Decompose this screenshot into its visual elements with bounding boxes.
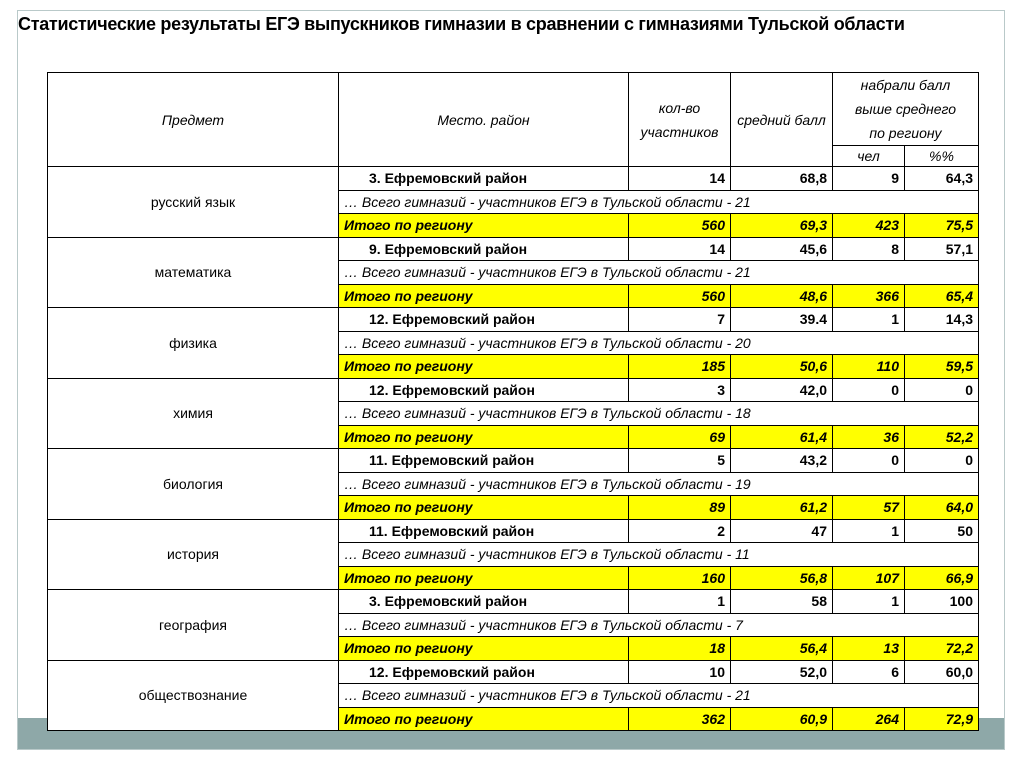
header-avg: средний балл [731,73,833,167]
header-above [833,73,979,146]
note-cell: … Всего гимназий - участников ЕГЭ в Тульской области - 11 [339,543,979,567]
total-avg-cell: 50,6 [731,355,833,379]
percent-cell: 57,1 [905,237,979,261]
header-place: Место. район [339,73,629,167]
note-cell: … Всего гимназий - участников ЕГЭ в Тульской области - 7 [339,613,979,637]
district-row [48,237,979,261]
header-above-line2: выше среднего [854,101,957,117]
percent-cell: 0 [905,378,979,402]
district-cell: 12. Ефремовский район [339,660,629,684]
total-count-cell: 160 [629,566,731,590]
subject-cell: химия [48,378,339,449]
note-cell: … Всего гимназий - участников ЕГЭ в Тульской области - 19 [339,472,979,496]
note-cell: … Всего гимназий - участников ЕГЭ в Тульской области - 18 [339,402,979,426]
note-cell: … Всего гимназий - участников ЕГЭ в Тульской области - 21 [339,684,979,708]
district-cell: 12. Ефремовский район [339,378,629,402]
total-count-cell: 89 [629,496,731,520]
note-cell: … Всего гимназий - участников ЕГЭ в Тульской области - 21 [339,261,979,285]
header-subject: Предмет [48,73,339,167]
total-above-cell: 13 [833,637,905,661]
total-avg-cell: 61,4 [731,425,833,449]
total-above-cell: 107 [833,566,905,590]
total-count-cell: 69 [629,425,731,449]
total-label-cell: Итого по региону [339,425,629,449]
district-row [48,519,979,543]
total-count-cell: 185 [629,355,731,379]
above-cell: 0 [833,449,905,473]
subject-cell: математика [48,237,339,308]
count-cell: 14 [629,237,731,261]
percent-cell: 14,3 [905,308,979,332]
above-cell: 8 [833,237,905,261]
percent-cell: 60,0 [905,660,979,684]
count-cell: 2 [629,519,731,543]
above-cell: 1 [833,519,905,543]
avg-cell: 52,0 [731,660,833,684]
total-above-cell: 423 [833,214,905,238]
total-label-cell: Итого по региону [339,284,629,308]
district-cell: 9. Ефремовский район [339,237,629,261]
count-cell: 1 [629,590,731,614]
total-above-cell: 57 [833,496,905,520]
district-cell: 12. Ефремовский район [339,308,629,332]
total-avg-cell: 56,4 [731,637,833,661]
district-cell: 11. Ефремовский район [339,519,629,543]
total-percent-cell: 52,2 [905,425,979,449]
total-count-cell: 362 [629,707,731,731]
above-cell: 0 [833,378,905,402]
district-row [48,378,979,402]
header-percent: %% [905,146,979,167]
district-row [48,308,979,332]
header-people: чел [833,146,905,167]
above-cell: 1 [833,590,905,614]
subject-cell: история [48,519,339,590]
page-title: Статистические результаты ЕГЭ выпускников гимназии в сравнении с гимназиями Тульской области [18,14,905,34]
avg-cell: 47 [731,519,833,543]
above-cell: 6 [833,660,905,684]
district-row [48,449,979,473]
total-percent-cell: 65,4 [905,284,979,308]
total-above-cell: 366 [833,284,905,308]
subject-cell: обществознание [48,660,339,731]
count-cell: 7 [629,308,731,332]
avg-cell: 42,0 [731,378,833,402]
results-body [48,167,979,731]
total-count-cell: 560 [629,214,731,238]
total-avg-cell: 60,9 [731,707,833,731]
total-percent-cell: 75,5 [905,214,979,238]
total-percent-cell: 72,9 [905,707,979,731]
total-avg-cell: 69,3 [731,214,833,238]
total-percent-cell: 64,0 [905,496,979,520]
total-above-cell: 264 [833,707,905,731]
total-label-cell: Итого по региону [339,707,629,731]
district-row [48,660,979,684]
total-percent-cell: 59,5 [905,355,979,379]
header-count: кол-во участников [629,73,731,167]
total-avg-cell: 61,2 [731,496,833,520]
total-above-cell: 36 [833,425,905,449]
subject-cell: биология [48,449,339,520]
subject-cell: русский язык [48,167,339,238]
above-cell: 1 [833,308,905,332]
total-label-cell: Итого по региону [339,637,629,661]
header-above-line3: по региону [869,125,942,141]
count-cell: 3 [629,378,731,402]
total-label-cell: Итого по региону [339,496,629,520]
district-cell: 3. Ефремовский район [339,167,629,191]
above-cell: 9 [833,167,905,191]
total-count-cell: 560 [629,284,731,308]
percent-cell: 50 [905,519,979,543]
percent-cell: 64,3 [905,167,979,191]
count-cell: 10 [629,660,731,684]
total-count-cell: 18 [629,637,731,661]
percent-cell: 100 [905,590,979,614]
total-label-cell: Итого по региону [339,355,629,379]
district-cell: 3. Ефремовский район [339,590,629,614]
note-cell: … Всего гимназий - участников ЕГЭ в Тульской области - 20 [339,331,979,355]
header-above-line1: набрали балл [860,77,951,93]
district-row [48,590,979,614]
avg-cell: 68,8 [731,167,833,191]
total-above-cell: 110 [833,355,905,379]
results-table [47,72,979,731]
total-percent-cell: 72,2 [905,637,979,661]
count-cell: 5 [629,449,731,473]
subject-cell: география [48,590,339,661]
percent-cell: 0 [905,449,979,473]
note-cell: … Всего гимназий - участников ЕГЭ в Тульской области - 21 [339,190,979,214]
avg-cell: 58 [731,590,833,614]
total-avg-cell: 56,8 [731,566,833,590]
subject-cell: физика [48,308,339,379]
district-row [48,167,979,191]
total-label-cell: Итого по региону [339,566,629,590]
total-label-cell: Итого по региону [339,214,629,238]
avg-cell: 39.4 [731,308,833,332]
avg-cell: 45,6 [731,237,833,261]
district-cell: 11. Ефремовский район [339,449,629,473]
total-avg-cell: 48,6 [731,284,833,308]
header-row [48,73,979,146]
count-cell: 14 [629,167,731,191]
total-percent-cell: 66,9 [905,566,979,590]
avg-cell: 43,2 [731,449,833,473]
